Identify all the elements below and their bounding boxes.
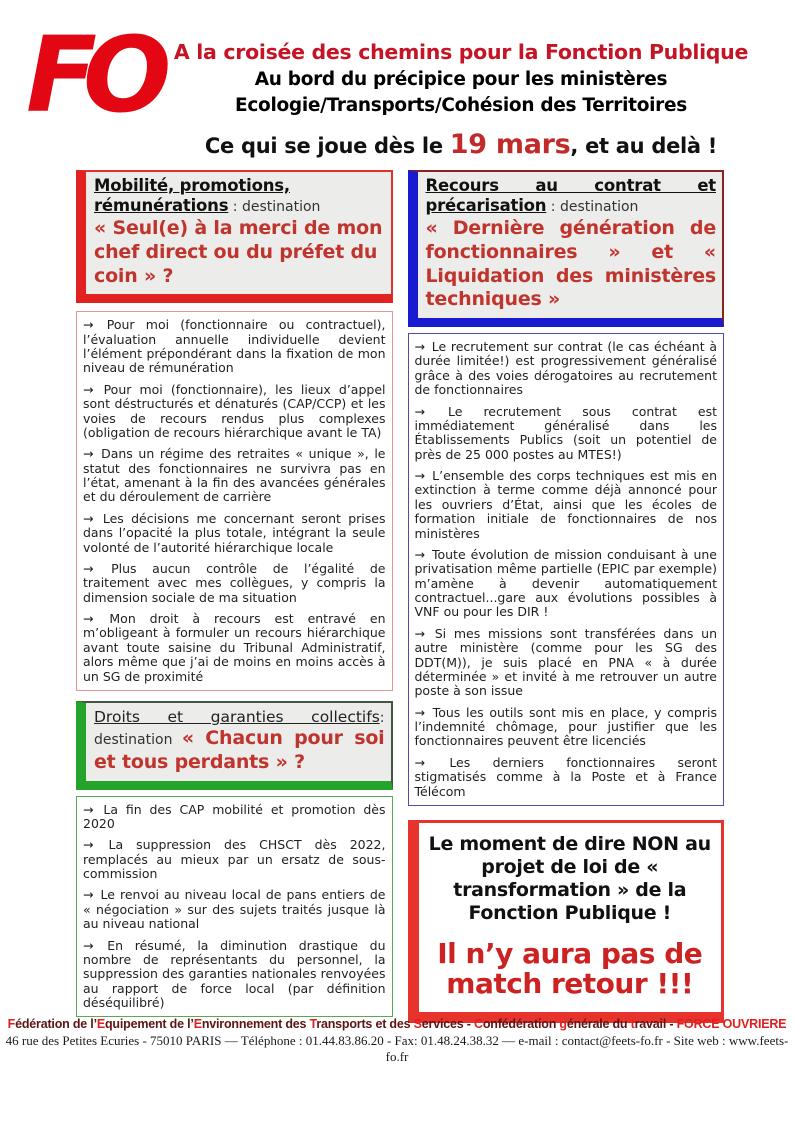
arrow-bullet-icon: →: [414, 754, 425, 770]
text-segment: ravail -: [634, 1017, 677, 1031]
text-segment: onfédération: [482, 1017, 560, 1031]
bullet-item: → Dans un régime des retraites « unique », le statut des fonctionnaires ne survivra pas en l’état, amenant à la fin des avancées générales et du déroulement de carrière: [83, 446, 386, 505]
text-segment: quipement de l’: [105, 1017, 194, 1031]
header-text: [164, 40, 758, 160]
text-segment: Droits et garanties collectifs: [94, 707, 380, 726]
bullet-item: → Tous les outils sont mis en place, y compris l’indemnité chômage, pour justifier que les fonctionnaires peuvent être licenciés: [414, 704, 717, 749]
text-segment: énérale du: [566, 1017, 631, 1031]
text-segment: « Chacun pour soi et tous perdants » ?: [94, 727, 385, 773]
footer-contact-line: 46 rue des Petites Ecuries - 75010 PARIS — Téléphone : 01.44.83.86.20 - Fax: 01.48.24.38.32 — e-mail : contact@feets-fo.fr - Site web : www.feets-fo.fr: [5, 1033, 789, 1064]
text-segment: 19 mars: [449, 128, 571, 160]
arrow-bullet-icon: →: [83, 801, 94, 817]
bullet-item: → En résumé, la diminution drastique du nombre de représentants du personnel, la suppression des garanties nationales renvoyées au rapport de force local (par définition déséquilibré): [83, 937, 386, 1011]
footer-federation-line: [0, 1017, 794, 1031]
text-segment: nvironnement des: [201, 1017, 310, 1031]
arrow-bullet-icon: →: [83, 887, 94, 903]
headline: A la croisée des chemins pour la Fonction Publique: [173, 40, 749, 64]
bullet-item: → Les décisions me concernant seront prises dans l’opacité la plus totale, intégrant la seule volonté de l’autorité hiérarchique locale: [83, 510, 386, 555]
text-segment: ervices -: [421, 1017, 474, 1031]
arrow-bullet-icon: →: [83, 837, 94, 853]
text-segment: :: [546, 198, 560, 215]
text-segment: , et au delà !: [570, 133, 718, 158]
bullet-item: → Le recrutement sur contrat (le cas échéant à durée limitée!) est progressivement généralisé grâce à des voies dérogatoires au recrutement de fonctionnaires: [414, 339, 717, 398]
left-column: [76, 170, 393, 1018]
arrow-bullet-icon: →: [414, 704, 425, 720]
spacer: [76, 691, 393, 701]
arrow-bullet-icon: →: [414, 468, 425, 484]
recours-list: [408, 333, 725, 806]
text-segment: S: [413, 1017, 422, 1031]
text-segment: C: [474, 1017, 483, 1031]
text-segment: édération de l’: [15, 1017, 97, 1031]
arrow-bullet-icon: →: [414, 403, 425, 419]
bullet-item: → L’ensemble des corps techniques est mis en extinction à terme comme déjà annoncé pour les ouvriers d’État, ainsi que les écoles de formation initiale de fonctionnaires de nos ministères: [414, 468, 717, 541]
text-segment: « Dernière génération de fonctionnaires » et « Liquidation des ministères techniques »: [425, 217, 716, 311]
arrow-bullet-icon: →: [414, 625, 425, 641]
header: [0, 0, 794, 166]
text-segment: destination: [559, 198, 639, 215]
call-to-action-red-text: Il n’y aura pas de match retour !!!: [437, 936, 703, 1001]
arrow-bullet-icon: →: [83, 937, 94, 953]
arrow-bullet-icon: →: [83, 446, 94, 462]
text-segment: Recours au contrat et précarisation: [425, 175, 716, 215]
text-segment: :: [228, 198, 242, 215]
text-segment: T: [309, 1017, 317, 1031]
call-to-action-box: [408, 820, 725, 1023]
arrow-bullet-icon: →: [83, 510, 94, 526]
fo-logo: FO: [26, 14, 158, 136]
text-segment: destination: [241, 198, 321, 215]
bullet-item: → Le renvoi au niveau local de pans entiers de « négociation » sur des sujets traités jusque là au niveau national: [83, 887, 386, 932]
droits-list: [76, 796, 393, 1018]
bullet-item: → Toute évolution de mission conduisant à une privatisation même partielle (EPIC par exemple) m’amène à devenir automatiquement contractuel...gare aux évolutions possibles à VNF ou pour les DIR !: [414, 546, 717, 620]
text-segment: F: [7, 1017, 16, 1031]
text-segment: FORCE OUVRIERE: [676, 1017, 787, 1031]
arrow-bullet-icon: →: [83, 611, 94, 627]
bullet-item: → La fin des CAP mobilité et promotion dès 2020: [83, 801, 386, 831]
recours-title-box: [408, 170, 725, 327]
tagline: [164, 129, 758, 160]
text-segment: « Seul(e) à la merci de mon chef direct ou du préfet du coin » ?: [94, 217, 383, 287]
mobility-title-box: [76, 170, 393, 304]
arrow-bullet-icon: →: [83, 317, 94, 333]
text-segment: E: [96, 1017, 105, 1031]
text-segment: t: [630, 1017, 635, 1031]
call-to-action-black-text: Le moment de dire NON au projet de loi de « transformation » de la Fonction Publique !: [428, 832, 711, 925]
text-segment: Mobilité, promotions, rémunérations: [94, 175, 290, 215]
text-segment: g: [559, 1017, 567, 1031]
bullet-item: → Mon droit à recours est entravé en m’obligeant à formuler un recours hiérarchique avant toute saisine du Tribunal Administratif, alors même que j’ai de moins en moins accès à un SG de proximité: [83, 611, 386, 684]
footer: [0, 1017, 794, 1065]
bullet-item: → Si mes missions sont transférées dans un autre ministère (comme pour les SG des DDT(M)), je suis placé en PNA « à durée déterminée » et invité à me retrouver un autre poste à son issue: [414, 625, 717, 699]
text-segment: E: [193, 1017, 202, 1031]
arrow-bullet-icon: →: [83, 560, 94, 576]
text-segment: : destination: [94, 709, 385, 749]
subtitle-line-1: Au bord du précipice pour les ministères: [254, 68, 668, 90]
arrow-bullet-icon: →: [414, 339, 425, 355]
bullet-item: → Le recrutement sous contrat est immédiatement généralisé dans les Établissements Publics (soit un potentiel de près de 25 000 postes au MTES!): [414, 403, 717, 462]
bullet-item: → Les derniers fonctionnaires seront stigmatisés comme à la Poste et à France Télécom: [414, 754, 717, 799]
arrow-bullet-icon: →: [83, 381, 94, 397]
droits-title-box: [76, 701, 393, 790]
bullet-item: → Plus aucun contrôle de l’égalité de traitement avec mes collègues, y compris la dimension sociale de ma situation: [83, 560, 386, 605]
subtitle-line-2: Ecologie/Transports/Cohésion des Territoires: [235, 94, 687, 116]
right-column: [408, 170, 725, 1023]
bullet-item: → La suppression des CHSCT dès 2022, remplacés au mieux par un ersatz de sous-commission: [83, 837, 386, 882]
arrow-bullet-icon: →: [414, 546, 425, 562]
text-segment: ransports et des: [316, 1017, 414, 1031]
bullet-item: → Pour moi (fonctionnaire ou contractuel), l’évaluation annuelle individuelle devient l’élément prépondérant dans la fixation de mon niveau de rémunération: [83, 317, 386, 376]
bullet-item: → Pour moi (fonctionnaire), les lieux d’appel sont déstructurés et dénaturés (CAP/CCP) et les voies de recours rendus plus complexes (obligation de recours hiérarchique avant le TA): [83, 381, 386, 440]
text-segment: Ce qui se joue dès le: [204, 133, 450, 158]
main-content: [0, 166, 794, 1023]
mobility-list: [76, 311, 393, 691]
